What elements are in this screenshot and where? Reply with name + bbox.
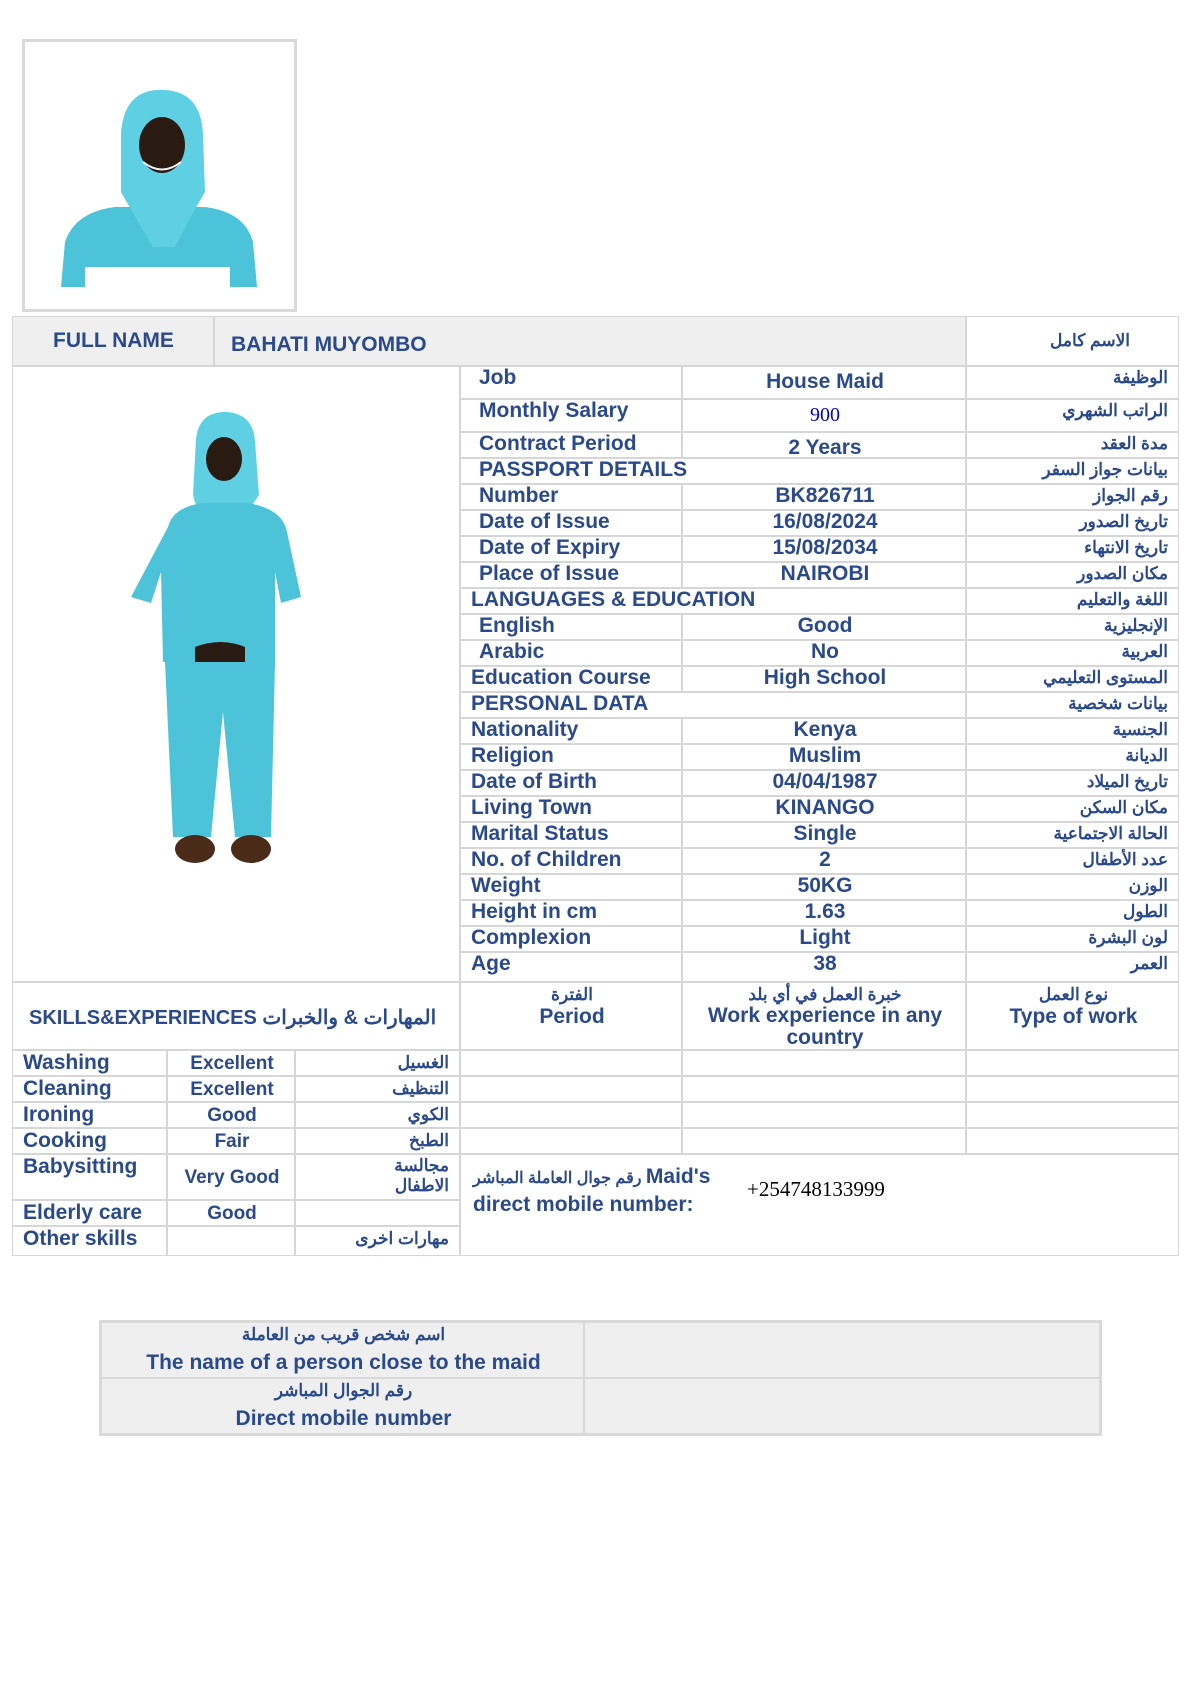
detail-label-ar: الإنجليزية bbox=[1103, 616, 1168, 635]
detail-value: Light bbox=[799, 926, 851, 949]
section-header: PASSPORT DETAILS bbox=[479, 458, 688, 481]
detail-label: Nationality bbox=[471, 718, 579, 741]
detail-label: Living Town bbox=[471, 796, 592, 819]
detail-label-ar: عدد الأطفال bbox=[1082, 850, 1168, 869]
detail-value-cell bbox=[682, 952, 966, 982]
detail-label: Number bbox=[479, 484, 559, 507]
detail-value: No bbox=[811, 640, 839, 663]
detail-label-cell bbox=[460, 744, 682, 770]
skill-level: Excellent bbox=[190, 1053, 274, 1074]
skill-label: Cleaning bbox=[23, 1077, 112, 1100]
contact-box bbox=[99, 1320, 1102, 1436]
detail-label-ar: الحالة الاجتماعية bbox=[1053, 824, 1168, 843]
detail-ar-cell bbox=[966, 458, 1179, 484]
skill-label-ar: مهارات اخرى bbox=[355, 1229, 449, 1248]
detail-value: Kenya bbox=[793, 718, 857, 741]
detail-label-cell bbox=[460, 900, 682, 926]
detail-ar-cell bbox=[966, 432, 1179, 458]
contact-name-value bbox=[585, 1323, 1099, 1379]
skill-level: Very Good bbox=[184, 1167, 280, 1188]
detail-label-cell bbox=[460, 848, 682, 874]
work-label: Work experience in any country bbox=[707, 1004, 943, 1049]
skill-level: Good bbox=[207, 1203, 257, 1224]
experience-row bbox=[966, 1050, 1179, 1076]
experience-row bbox=[460, 1076, 682, 1102]
experience-row bbox=[460, 1128, 682, 1154]
detail-value: 1.63 bbox=[804, 900, 846, 923]
detail-ar-cell bbox=[966, 640, 1179, 666]
detail-label-cell bbox=[460, 432, 682, 458]
detail-label: Place of Issue bbox=[479, 562, 620, 585]
detail-value-cell bbox=[682, 874, 966, 900]
detail-ar-cell bbox=[966, 666, 1179, 692]
detail-label: Weight bbox=[471, 874, 541, 897]
detail-ar-cell bbox=[966, 614, 1179, 640]
skill-label-ar: الغسيل bbox=[397, 1053, 449, 1072]
detail-ar-cell bbox=[966, 718, 1179, 744]
skill-label-ar: التنظيف bbox=[392, 1079, 449, 1098]
detail-label-ar: لون البشرة bbox=[1088, 928, 1168, 947]
skills-table bbox=[12, 1050, 460, 1256]
experience-row bbox=[966, 1102, 1179, 1128]
detail-value-cell bbox=[682, 796, 966, 822]
full-body-photo-cell bbox=[12, 366, 460, 982]
skill-label: Elderly care bbox=[23, 1201, 143, 1224]
detail-label-ar: الوزن bbox=[1128, 876, 1168, 895]
skill-label-cell bbox=[12, 1154, 167, 1200]
detail-label-cell bbox=[460, 926, 682, 952]
detail-label-ar: بيانات شخصية bbox=[1068, 694, 1168, 713]
detail-value: 50KG bbox=[797, 874, 853, 897]
experience-row bbox=[460, 1050, 682, 1076]
contact-mobile-value bbox=[585, 1379, 1099, 1433]
work-ar: خبرة العمل في أي بلد bbox=[748, 985, 902, 1004]
detail-label-cell bbox=[460, 399, 682, 432]
detail-value-cell bbox=[682, 848, 966, 874]
detail-value-cell bbox=[682, 822, 966, 848]
section-header: LANGUAGES & EDUCATION bbox=[471, 588, 756, 611]
passport-photo bbox=[22, 39, 297, 312]
detail-label: Date of Expiry bbox=[479, 536, 621, 559]
detail-label-cell bbox=[460, 614, 682, 640]
detail-value: BK826711 bbox=[775, 484, 875, 507]
detail-value: NAIROBI bbox=[780, 562, 870, 585]
detail-label-ar: الجنسية bbox=[1112, 720, 1168, 739]
detail-ar-cell bbox=[966, 770, 1179, 796]
experience-row bbox=[460, 1102, 682, 1128]
maid-mobile-number: +254748133999 bbox=[747, 1177, 885, 1201]
detail-value: Good bbox=[797, 614, 853, 637]
skill-label: Washing bbox=[23, 1051, 110, 1074]
full-name-ar-cell bbox=[966, 316, 1179, 366]
detail-ar-cell bbox=[966, 874, 1179, 900]
detail-ar-cell bbox=[966, 926, 1179, 952]
mobile-label-line1 bbox=[473, 1165, 710, 1189]
detail-label: Monthly Salary bbox=[479, 399, 629, 422]
detail-value-cell bbox=[682, 366, 966, 399]
detail-value-cell bbox=[682, 432, 966, 458]
detail-ar-cell bbox=[966, 952, 1179, 982]
skill-label-cell bbox=[12, 1226, 167, 1256]
skill-label-ar-cell bbox=[295, 1076, 460, 1102]
detail-label-ar: بيانات جواز السفر bbox=[1042, 460, 1168, 479]
detail-ar-cell bbox=[966, 848, 1179, 874]
skill-level-cell bbox=[167, 1128, 295, 1154]
full-name-value: BAHATI MUYOMBO bbox=[231, 333, 427, 356]
detail-label: Job bbox=[479, 366, 517, 389]
detail-value: High School bbox=[763, 666, 887, 689]
detail-value-cell bbox=[682, 744, 966, 770]
detail-label-cell bbox=[460, 718, 682, 744]
experience-row bbox=[682, 1128, 966, 1154]
detail-label: Complexion bbox=[471, 926, 592, 949]
detail-label-cell bbox=[460, 562, 682, 588]
detail-value: House Maid bbox=[766, 370, 884, 393]
section-header-cell bbox=[460, 458, 966, 484]
detail-value-cell bbox=[682, 510, 966, 536]
type-ar: نوع العمل bbox=[1038, 985, 1109, 1004]
detail-value-cell bbox=[682, 926, 966, 952]
skill-label-ar-cell bbox=[295, 1226, 460, 1256]
full-name-label: FULL NAME bbox=[53, 329, 174, 352]
section-header-cell bbox=[460, 692, 966, 718]
skill-label-ar: مجالسة الاطفال bbox=[394, 1156, 449, 1195]
skills-title: SKILLS&EXPERIENCES المهارات & والخبرات bbox=[29, 1007, 437, 1029]
skill-level: Good bbox=[207, 1105, 257, 1126]
contact-name-ar: اسم شخص قريب من العاملة bbox=[241, 1325, 446, 1344]
detail-label-ar: تاريخ الصدور bbox=[1079, 512, 1168, 531]
detail-label: Marital Status bbox=[471, 822, 609, 845]
skill-label: Babysitting bbox=[23, 1155, 138, 1178]
detail-ar-cell bbox=[966, 510, 1179, 536]
detail-label-cell bbox=[460, 640, 682, 666]
skill-label-ar-cell bbox=[295, 1050, 460, 1076]
skill-level-cell bbox=[167, 1226, 295, 1256]
type-of-work-header-cell bbox=[966, 982, 1179, 1050]
detail-label-ar: الوظيفة bbox=[1112, 368, 1168, 387]
detail-ar-cell bbox=[966, 900, 1179, 926]
detail-label: Contract Period bbox=[479, 432, 637, 455]
detail-label-ar: العربية bbox=[1121, 642, 1168, 661]
maid-mobile-cell bbox=[460, 1154, 1179, 1256]
portrait-image bbox=[25, 42, 294, 309]
detail-label-cell bbox=[460, 510, 682, 536]
contact-name-en: The name of a person close to the maid bbox=[146, 1351, 541, 1374]
skill-label-ar: الطبخ bbox=[409, 1131, 449, 1150]
detail-ar-cell bbox=[966, 692, 1179, 718]
mobile-label-en2: direct mobile number: bbox=[473, 1193, 694, 1216]
detail-value: Single bbox=[793, 822, 857, 845]
skill-label-ar-cell bbox=[295, 1102, 460, 1128]
detail-ar-cell bbox=[966, 536, 1179, 562]
mobile-label-ar: رقم جوال العاملة المباشر bbox=[473, 1170, 642, 1187]
detail-label-cell bbox=[460, 874, 682, 900]
section-header-cell bbox=[460, 588, 966, 614]
detail-value-cell bbox=[682, 770, 966, 796]
detail-value-cell bbox=[682, 718, 966, 744]
detail-value: 15/08/2034 bbox=[772, 536, 878, 559]
detail-value: Muslim bbox=[788, 744, 862, 767]
section-header: PERSONAL DATA bbox=[471, 692, 649, 715]
detail-value: 900 bbox=[810, 404, 840, 426]
skill-level-cell bbox=[167, 1102, 295, 1128]
detail-ar-cell bbox=[966, 744, 1179, 770]
skill-label-ar: الكوي bbox=[407, 1105, 449, 1124]
detail-label-cell bbox=[460, 796, 682, 822]
detail-ar-cell bbox=[966, 484, 1179, 510]
detail-ar-cell bbox=[966, 562, 1179, 588]
detail-value-cell bbox=[682, 399, 966, 432]
skill-label: Other skills bbox=[23, 1227, 138, 1250]
detail-value-cell bbox=[682, 536, 966, 562]
skill-level: Fair bbox=[214, 1131, 250, 1152]
full-name-ar: الاسم كامل bbox=[1050, 331, 1130, 350]
detail-label-ar: الديانة bbox=[1125, 746, 1168, 765]
detail-label-cell bbox=[460, 536, 682, 562]
skill-label-ar-cell bbox=[295, 1154, 460, 1200]
detail-label-ar: مدة العقد bbox=[1100, 434, 1168, 453]
detail-label: Education Course bbox=[471, 666, 651, 689]
period-header-cell bbox=[460, 982, 682, 1050]
detail-label-ar: المستوى التعليمي bbox=[1043, 668, 1168, 687]
full-body-photo bbox=[13, 367, 460, 982]
work-experience-header-cell bbox=[682, 982, 966, 1050]
skills-header-cell bbox=[12, 982, 460, 1050]
detail-value-cell bbox=[682, 900, 966, 926]
detail-label-ar: رقم الجواز bbox=[1093, 486, 1168, 505]
detail-value: 2 Years bbox=[788, 436, 862, 458]
skill-label-cell bbox=[12, 1076, 167, 1102]
detail-label-ar: العمر bbox=[1130, 954, 1168, 973]
detail-label-ar: مكان السكن bbox=[1079, 798, 1168, 817]
detail-label-ar: تاريخ الانتهاء bbox=[1084, 538, 1168, 557]
skill-label: Ironing bbox=[23, 1103, 95, 1126]
detail-value: 04/04/1987 bbox=[772, 770, 878, 793]
type-label: Type of work bbox=[1009, 1005, 1138, 1028]
skill-label-cell bbox=[12, 1128, 167, 1154]
full-name-value-cell bbox=[214, 316, 966, 366]
detail-label: Arabic bbox=[479, 640, 545, 663]
detail-label-cell bbox=[460, 366, 682, 399]
mobile-label-en1: Maid's bbox=[645, 1165, 711, 1188]
detail-label-ar: الراتب الشهري bbox=[1062, 401, 1168, 420]
detail-value: 38 bbox=[813, 952, 837, 975]
experience-row bbox=[966, 1076, 1179, 1102]
detail-value-cell bbox=[682, 614, 966, 640]
contact-mobile-en: Direct mobile number bbox=[235, 1407, 452, 1430]
detail-label: Age bbox=[471, 952, 511, 975]
skill-label-cell bbox=[12, 1200, 167, 1226]
detail-label: Height in cm bbox=[471, 900, 598, 923]
detail-label-ar: مكان الصدور bbox=[1077, 564, 1168, 583]
detail-value-cell bbox=[682, 640, 966, 666]
detail-label-cell bbox=[460, 484, 682, 510]
detail-label-ar: الطول bbox=[1123, 902, 1168, 921]
detail-value: 16/08/2024 bbox=[772, 510, 878, 533]
skill-label: Cooking bbox=[23, 1129, 107, 1152]
skill-level-cell bbox=[167, 1154, 295, 1200]
skill-level: Excellent bbox=[190, 1079, 274, 1100]
skill-label-cell bbox=[12, 1050, 167, 1076]
detail-ar-cell bbox=[966, 588, 1179, 614]
detail-ar-cell bbox=[966, 399, 1179, 432]
detail-value-cell bbox=[682, 666, 966, 692]
skill-label-cell bbox=[12, 1102, 167, 1128]
contact-mobile-label-cell bbox=[102, 1379, 585, 1433]
detail-ar-cell bbox=[966, 796, 1179, 822]
skill-level-cell bbox=[167, 1076, 295, 1102]
contact-name-label-cell bbox=[102, 1323, 585, 1379]
detail-value-cell bbox=[682, 562, 966, 588]
skill-level-cell bbox=[167, 1050, 295, 1076]
experience-row bbox=[682, 1102, 966, 1128]
detail-value-cell bbox=[682, 484, 966, 510]
skill-label-ar-cell bbox=[295, 1200, 460, 1226]
detail-label: No. of Children bbox=[471, 848, 622, 871]
period-label: Period bbox=[539, 1005, 605, 1028]
detail-label-ar: تاريخ الميلاد bbox=[1086, 772, 1168, 791]
detail-label-cell bbox=[460, 666, 682, 692]
detail-label-cell bbox=[460, 822, 682, 848]
detail-label-cell bbox=[460, 952, 682, 982]
experience-row bbox=[682, 1050, 966, 1076]
detail-value: 2 bbox=[819, 848, 831, 871]
details-table bbox=[460, 366, 1179, 982]
detail-label: Date of Birth bbox=[471, 770, 597, 793]
full-name-label-cell bbox=[12, 316, 214, 366]
detail-label: Date of Issue bbox=[479, 510, 610, 533]
detail-label-ar: اللغة والتعليم bbox=[1076, 590, 1168, 609]
skill-label-ar-cell bbox=[295, 1128, 460, 1154]
experience-row bbox=[682, 1076, 966, 1102]
detail-label: Religion bbox=[471, 744, 554, 767]
experience-row bbox=[966, 1128, 1179, 1154]
detail-ar-cell bbox=[966, 366, 1179, 399]
detail-ar-cell bbox=[966, 822, 1179, 848]
contact-mobile-ar: رقم الجوال المباشر bbox=[274, 1381, 413, 1400]
skill-level-cell bbox=[167, 1200, 295, 1226]
period-ar: الفترة bbox=[551, 985, 593, 1004]
detail-label: English bbox=[479, 614, 555, 637]
detail-label-cell bbox=[460, 770, 682, 796]
detail-value: KINANGO bbox=[775, 796, 875, 819]
